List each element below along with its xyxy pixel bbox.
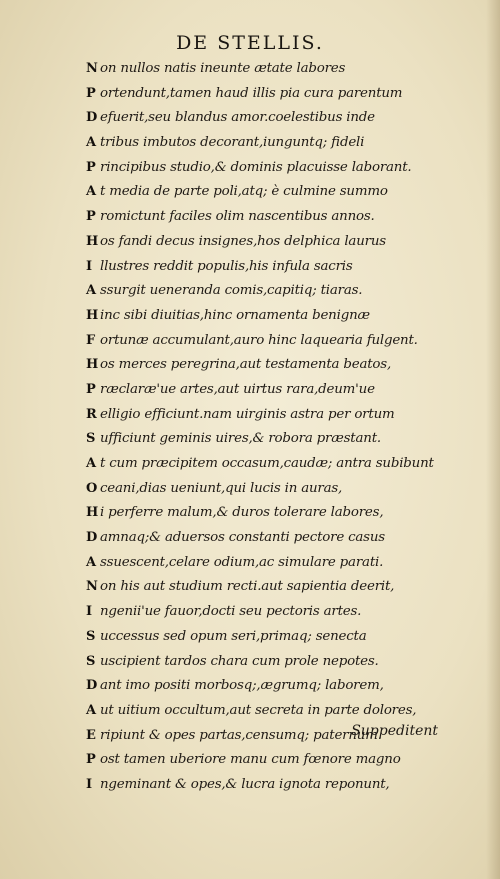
verse-line [86, 477, 486, 502]
verse-text: ortunæ accumulant,auro hinc laquearia fulgent. [100, 332, 418, 348]
verse-text: ut uitium occultum,aut secreta in parte dolores, [100, 702, 417, 718]
verse-initial: D [86, 678, 98, 694]
verse-text: llustres reddit populis,his infula sacris [100, 258, 353, 274]
verse-line [86, 551, 486, 576]
verse-text: ortendunt,tamen haud illis pia cura parentum [100, 85, 403, 101]
verse-line [86, 526, 486, 551]
verse-line [86, 180, 486, 205]
verse-text: ssuescent,celare odium,ac simulare parati. [100, 554, 384, 570]
verse-initial: A [86, 702, 96, 718]
verse-line [86, 205, 486, 230]
verse-initial: H [86, 307, 99, 323]
verse-line [86, 230, 486, 255]
verse-text: elligio efficiunt.nam uirginis astra per ortum [100, 406, 395, 422]
verse-block [86, 57, 486, 798]
verse-line [86, 82, 486, 107]
verse-line [86, 329, 486, 354]
catchword: Suppeditent [351, 723, 438, 739]
verse-initial: E [86, 727, 96, 743]
verse-initial: P [86, 209, 96, 225]
verse-line [86, 575, 486, 600]
verse-initial: P [86, 85, 96, 101]
verse-line [86, 353, 486, 378]
verse-line [86, 255, 486, 280]
verse-text: os merces peregrina,aut testamenta beatos, [100, 357, 392, 373]
verse-text: os fandi decus insignes,hos delphica laurus [100, 233, 386, 249]
verse-text: ræclaræ'ue artes,aut uirtus rara,deum'ue [100, 381, 375, 397]
verse-line [86, 748, 486, 773]
verse-text: uscipient tardos chara cum prole nepotes. [100, 653, 379, 669]
verse-text: ufficiunt geminis uires,& robora præstant. [100, 431, 381, 447]
verse-text: efuerit,seu blandus amor.coelestibus inde [100, 110, 375, 126]
verse-initial: A [86, 135, 96, 151]
verse-line [86, 600, 486, 625]
verse-text: on his aut studium recti.aut sapientia deerit, [100, 579, 395, 595]
verse-line [86, 403, 486, 428]
verse-line [86, 304, 486, 329]
verse-text: ngeminant & opes,& lucra ignota reponunt, [100, 776, 390, 792]
verse-line [86, 501, 486, 526]
verse-line [86, 773, 486, 798]
verse-initial: I [86, 776, 92, 792]
verse-initial: A [86, 184, 96, 200]
verse-initial: D [86, 110, 98, 126]
verse-text: t cum præcipitem occasum,caudæ; antra subibunt [100, 456, 434, 471]
verse-initial: H [86, 505, 99, 521]
verse-initial: P [86, 752, 96, 768]
verse-initial: N [86, 579, 98, 595]
verse-initial: P [86, 381, 96, 397]
verse-text: amnaq;& aduersos constanti pectore casus [100, 530, 385, 546]
verse-text: ant imo positi morbosq;,ægrumq; laborem, [100, 678, 384, 694]
verse-text: tribus imbutos decorant,iunguntq; fideli [100, 135, 365, 151]
verse-initial: A [86, 456, 96, 471]
verse-initial: A [86, 283, 96, 299]
verse-initial: A [86, 554, 96, 570]
verse-text: ost tamen uberiore manu cum fœnore magno [100, 752, 401, 768]
verse-line [86, 625, 486, 650]
verse-initial: S [86, 628, 96, 644]
verse-initial: F [86, 332, 96, 348]
verse-initial: O [86, 480, 98, 496]
verse-text: uccessus sed opum seri,primaq; senecta [100, 628, 367, 644]
page-edge-shadow [486, 0, 500, 879]
verse-line [86, 650, 486, 675]
page-header: DE STELLIS. [176, 32, 324, 54]
verse-line [86, 106, 486, 131]
verse-text: ngenii'ue fauor,docti seu pectoris artes. [100, 604, 362, 620]
verse-text: on nullos natis ineunte ætate labores [100, 61, 346, 76]
verse-text: ceani,dias ueniunt,qui lucis in auras, [100, 480, 343, 496]
verse-text: rincipibus studio,& dominis placuisse laborant. [100, 159, 412, 175]
verse-initial: S [86, 653, 96, 669]
verse-initial: I [86, 258, 92, 274]
verse-initial: R [86, 406, 97, 422]
verse-line [86, 427, 486, 452]
verse-initial: D [86, 530, 98, 546]
verse-line [86, 156, 486, 181]
verse-line [86, 699, 486, 724]
verse-text: t media de parte poli,atq; è culmine summo [100, 184, 388, 200]
verse-line [86, 674, 486, 699]
verse-text: ripiunt & opes partas,censumq; paternum. [100, 727, 382, 743]
verse-text: ssurgit ueneranda comis,capitiq; tiaras. [100, 283, 363, 299]
verse-initial: S [86, 431, 96, 447]
verse-line [86, 131, 486, 156]
verse-line [86, 378, 486, 403]
verse-text: inc sibi diuitias,hinc ornamenta benignæ [100, 307, 370, 323]
verse-line [86, 57, 486, 82]
verse-line [86, 452, 486, 477]
verse-text: i perferre malum,& duros tolerare labores, [100, 505, 384, 521]
verse-initial: P [86, 159, 96, 175]
verse-initial: N [86, 61, 98, 76]
verse-text: romictunt faciles olim nascentibus annos. [100, 209, 375, 225]
verse-line [86, 279, 486, 304]
verse-initial: H [86, 357, 99, 373]
verse-initial: I [86, 604, 92, 620]
verse-initial: H [86, 233, 99, 249]
